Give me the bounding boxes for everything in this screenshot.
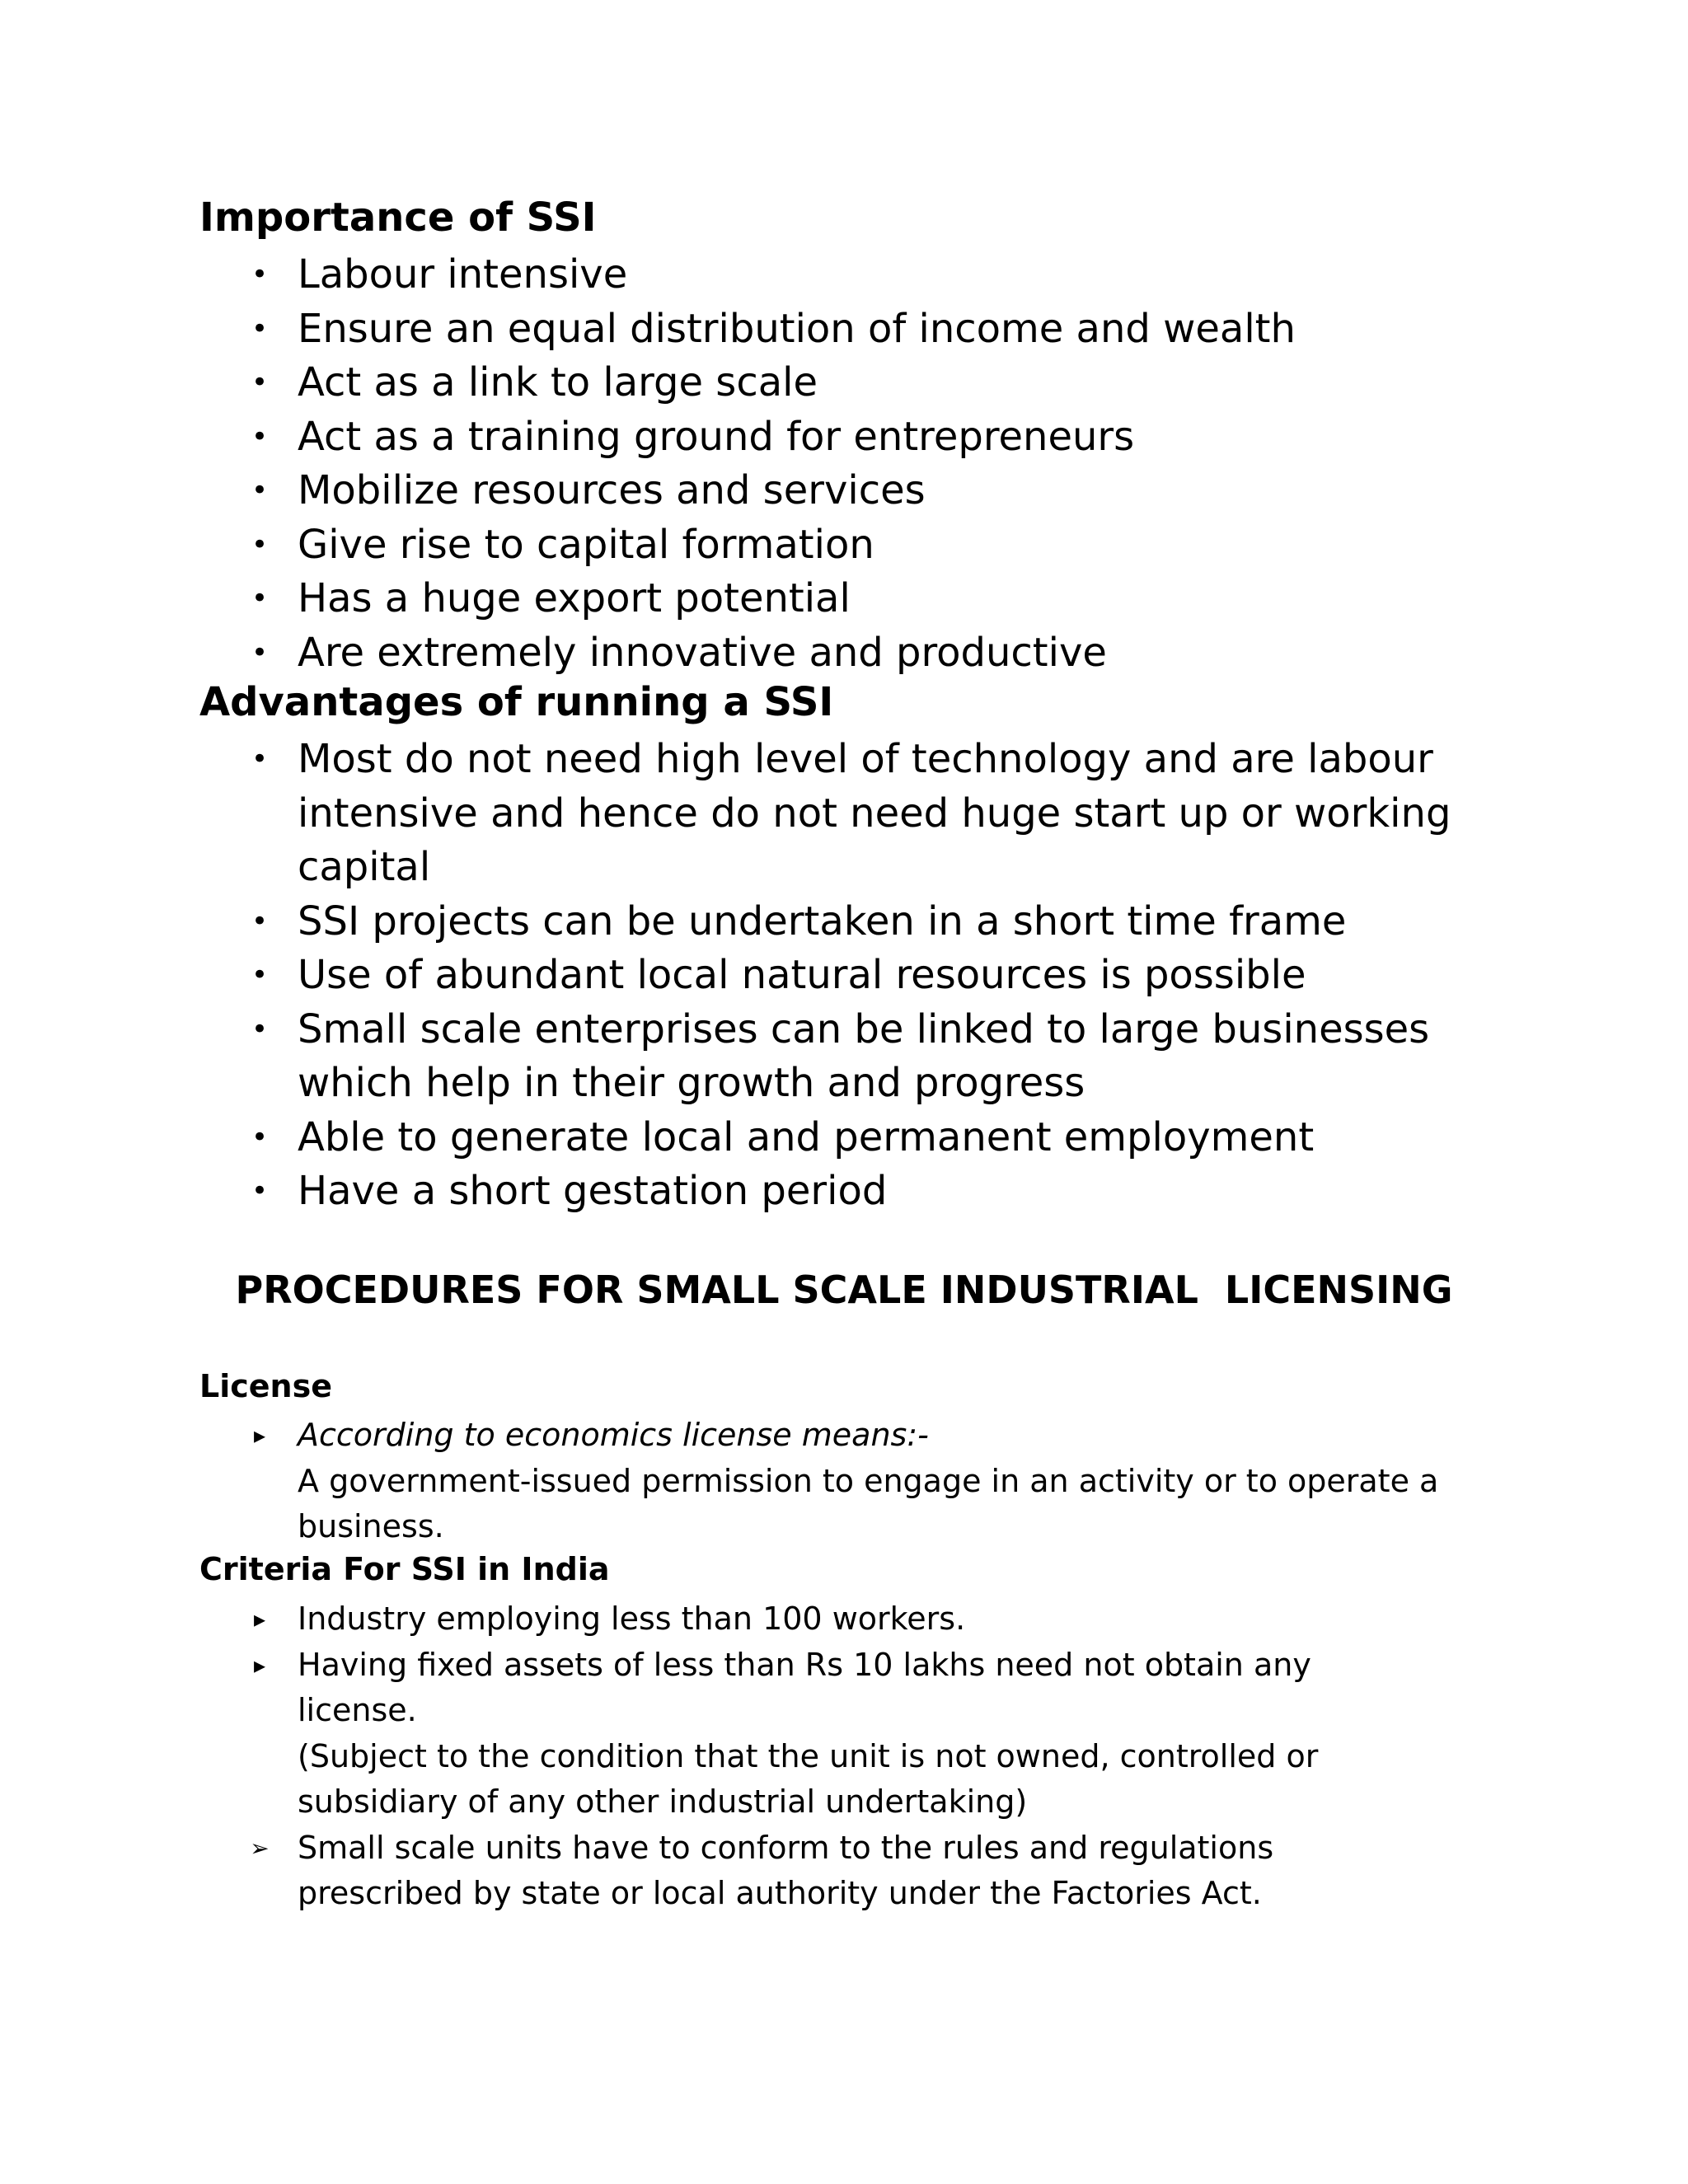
license-list	[199, 1413, 1485, 1550]
list-item: • Has a huge export potential	[199, 572, 1485, 626]
criteria-note: (Subject to the condition that the unit is not owned, controlled or subsidiary of any other industrial undertaking)	[298, 1737, 1319, 1820]
list-item: • Small scale enterprises can be linked to large businesses which help in their growth and progress	[199, 1003, 1469, 1111]
list-item: • SSI projects can be undertaken in a short time frame	[199, 895, 1469, 949]
bullet-icon: •	[251, 527, 269, 561]
triangle-bullet-icon: ▸	[253, 1605, 266, 1633]
list-item: • Most do not need high level of technology and are labour intensive and hence do not need huge start up or working capital	[199, 733, 1469, 895]
criteria-list	[199, 1596, 1436, 1917]
list-item: • Able to generate local and permanent employment	[199, 1111, 1469, 1165]
importance-heading: Importance of SSI	[199, 194, 597, 241]
list-item: ▸ Having fixed assets of less than Rs 10 lakhs need not obtain any license. (Subject to the condition that the unit is not owned, controlled or subsidiary of any other industrial undertaking)	[199, 1643, 1436, 1825]
list-item: • Act as a training ground for entrepreneurs	[199, 410, 1485, 465]
bullet-icon: •	[251, 312, 269, 345]
list-item	[199, 1413, 1485, 1550]
bullet-icon: •	[251, 582, 269, 615]
list-item: ➢ Small scale units have to conform to the rules and regulations prescribed by state or local authority under the Factories Act.	[199, 1825, 1436, 1917]
advantages-list	[199, 733, 1469, 1219]
procedures-title: PROCEDURES FOR SMALL SCALE INDUSTRIAL LICENSING	[235, 1268, 1453, 1312]
license-item-text: A government-issued permission to engage in an activity or to operate a business.	[298, 1462, 1439, 1544]
arrow-bullet-icon: ➢	[250, 1834, 270, 1862]
bullet-icon: •	[251, 1174, 269, 1207]
criteria-heading: Criteria For SSI in India	[199, 1551, 610, 1587]
triangle-bullet-icon: ▸	[253, 1422, 266, 1449]
list-item: • Labour intensive	[199, 248, 1485, 302]
bullet-icon: •	[251, 958, 269, 991]
license-heading: License	[199, 1368, 332, 1404]
bullet-icon: •	[251, 258, 269, 291]
list-item: • Mobilize resources and services	[199, 464, 1485, 518]
triangle-bullet-icon: ▸	[253, 1651, 266, 1679]
list-item: • Are extremely innovative and productive	[199, 626, 1485, 681]
bullet-icon: •	[251, 474, 269, 507]
bullet-icon: •	[251, 1012, 269, 1046]
bullet-icon: •	[251, 366, 269, 399]
list-item: • Ensure an equal distribution of income and wealth	[199, 302, 1485, 357]
bullet-icon: •	[251, 635, 269, 669]
list-item: • Act as a link to large scale	[199, 356, 1485, 410]
advantages-heading: Advantages of running a SSI	[199, 679, 834, 725]
bullet-icon: •	[251, 743, 269, 776]
list-item: • Have a short gestation period	[199, 1165, 1469, 1219]
importance-list	[199, 248, 1485, 680]
list-item: ▸ Industry employing less than 100 workers.	[199, 1596, 1436, 1643]
bullet-icon: •	[251, 1120, 269, 1154]
bullet-icon: •	[251, 419, 269, 453]
license-item-title: According to economics license means:-	[298, 1417, 929, 1453]
list-item: • Give rise to capital formation	[199, 518, 1485, 573]
bullet-icon: •	[251, 904, 269, 938]
list-item: • Use of abundant local natural resources is possible	[199, 949, 1469, 1003]
